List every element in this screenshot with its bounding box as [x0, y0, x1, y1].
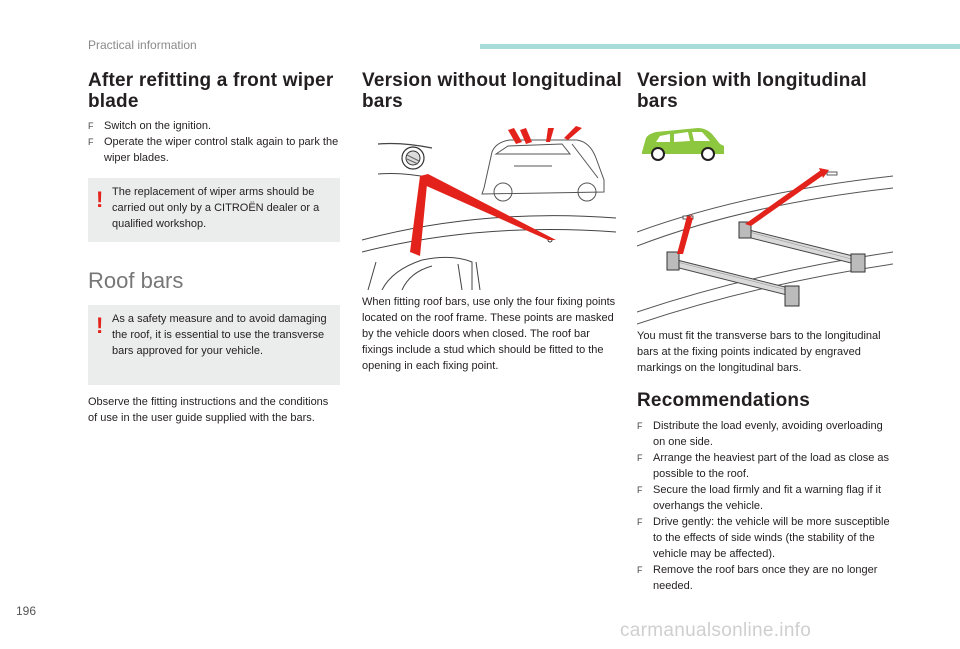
- without-bars-heading: Version without longitudinal bars: [362, 70, 622, 112]
- bullet-icon: F: [637, 485, 643, 495]
- car-icon: [640, 124, 726, 162]
- warning-icon: !: [96, 187, 104, 212]
- roof-bars-title: Roof bars: [88, 268, 184, 293]
- list-item: F Drive gently: the vehicle will be more susceptible to the effects of side winds (the stability of the vehicle may be affected).: [637, 516, 890, 560]
- longitudinal-bars-illustration: [637, 162, 893, 326]
- bullet-icon: F: [88, 137, 94, 147]
- warning-text: As a safety measure and to avoid damaging the roof, it is essential to use the transverse bars approved for your vehicle.: [112, 313, 327, 357]
- bullet-icon: F: [637, 421, 643, 431]
- list-item: F Remove the roof bars once they are no longer needed.: [637, 564, 878, 592]
- list-item: F Operate the wiper control stalk again to park the wiper blades.: [88, 136, 339, 164]
- recommendations-list: [637, 418, 895, 594]
- wiper-bullet-list: [88, 118, 340, 166]
- roof-fixing-illustration: [362, 122, 616, 290]
- watermark: carmanualsonline.info: [620, 620, 812, 641]
- list-item: F Switch on the ignition.: [88, 120, 212, 132]
- wiper-heading: After refitting a front wiper blade: [88, 70, 334, 112]
- section-label: Practical information: [88, 38, 197, 52]
- list-item: F Secure the load firmly and fit a warning flag if it overhangs the vehicle.: [637, 484, 882, 512]
- observe-text: Observe the fitting instructions and the conditions of use in the user guide supplied with the bars.: [88, 396, 329, 424]
- bullet-icon: F: [637, 517, 643, 527]
- list-item: F Distribute the load evenly, avoiding overloading on one side.: [637, 420, 883, 448]
- bullet-icon: F: [637, 453, 643, 463]
- list-item: F Arrange the heaviest part of the load as close as possible to the roof.: [637, 452, 890, 480]
- bullet-icon: F: [88, 121, 94, 131]
- roof-warning-box: [88, 305, 340, 385]
- with-bars-text: You must fit the transverse bars to the longitudinal bars at the fixing points indicated by engraved markings on the longitudinal bars.: [637, 330, 881, 374]
- bullet-icon: F: [637, 565, 643, 575]
- without-bars-text: When fitting roof bars, use only the four fixing points located on the roof frame. These points are masked by the vehicle doors when closed. The roof bar fixings include a stud which should be fitted to the opening in each fixing point.: [362, 296, 616, 372]
- with-bars-heading: Version with longitudinal bars: [637, 70, 867, 112]
- wiper-warning-box: [88, 178, 340, 242]
- warning-icon: !: [96, 313, 104, 338]
- header-accent-bar: [480, 44, 960, 49]
- recommendations-heading: Recommendations: [637, 390, 810, 411]
- page-number: 196: [16, 604, 37, 618]
- warning-text: The replacement of wiper arms should be carried out only by a CITROËN dealer or a qualified workshop.: [112, 186, 320, 230]
